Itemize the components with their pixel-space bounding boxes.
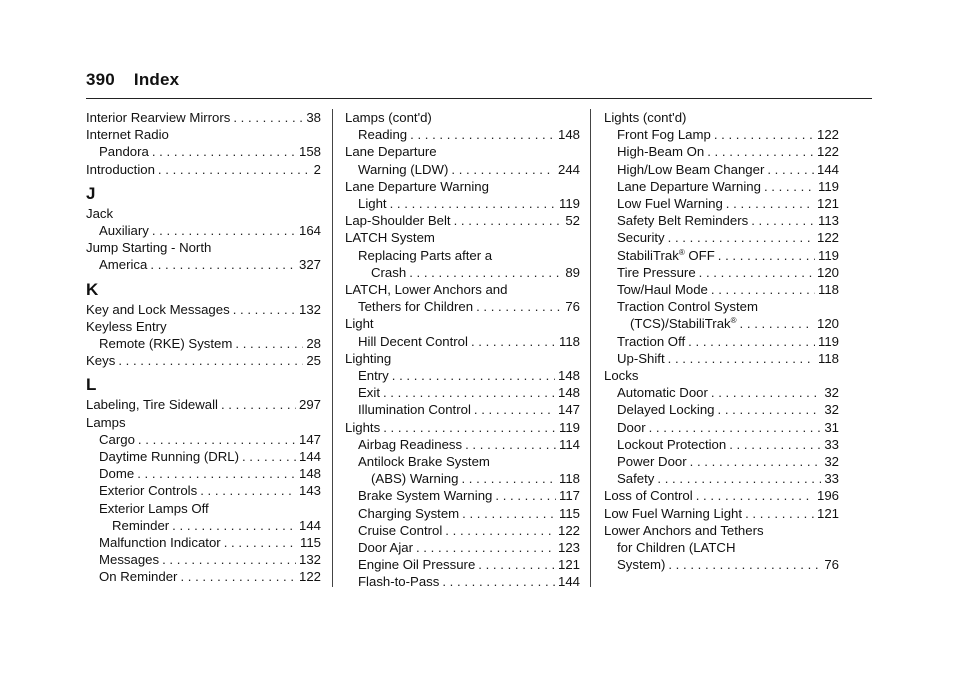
index-entry-label: System) [617, 557, 666, 573]
index-entry [604, 419, 839, 436]
index-entry-label: Keys [86, 353, 116, 369]
index-page-number: 121 [816, 505, 839, 521]
index-entry [86, 335, 321, 352]
index-entry-label: Malfunction Indicator [99, 535, 221, 551]
index-entry-label: (ABS) Warning [371, 471, 459, 487]
index-entry [345, 333, 580, 350]
index-topic [86, 318, 321, 335]
index-topic [345, 109, 580, 126]
index-page-number: 144 [298, 449, 321, 465]
index-entry-label: Lap-Shoulder Belt [345, 213, 451, 229]
registered-mark: ® [678, 247, 685, 257]
index-page-number: 32 [824, 402, 839, 418]
index-page-number: 158 [298, 144, 321, 160]
index-entry [345, 539, 580, 556]
index-entry [86, 465, 321, 482]
leader-dots [714, 126, 814, 143]
leader-dots [390, 195, 556, 212]
leader-dots [224, 534, 297, 551]
page-title: Index [133, 70, 180, 89]
leader-dots [767, 161, 814, 178]
leader-dots [200, 482, 296, 499]
index-entry-label: Charging System [358, 505, 460, 521]
index-entry [345, 161, 580, 178]
index-entry-label: High/Low Beam Changer [617, 161, 765, 177]
index-entry [345, 401, 580, 418]
index-entry-label: Low Fuel Warning Light [604, 505, 743, 521]
index-entry [604, 384, 839, 401]
leader-dots [409, 264, 562, 281]
index-entry-label: Jack [86, 205, 114, 221]
index-page-number: 148 [298, 466, 321, 482]
index-entry-label: Messages [99, 552, 160, 568]
index-entry-label: High-Beam On [617, 144, 705, 160]
leader-dots [233, 109, 303, 126]
leader-dots [764, 178, 815, 195]
index-topic [604, 539, 839, 556]
index-entry-label: Exterior Lamps Off [99, 500, 209, 516]
leader-dots [383, 384, 555, 401]
index-entry [86, 551, 321, 568]
index-entry-label: Safety [617, 471, 655, 487]
leader-dots [751, 212, 815, 229]
leader-dots [495, 487, 556, 504]
index-entry [604, 281, 839, 298]
index-page-number: 148 [557, 127, 580, 143]
index-entry [86, 448, 321, 465]
index-page-number: 147 [298, 431, 321, 447]
index-entry [604, 401, 839, 418]
index-entry [345, 470, 580, 487]
leader-dots [235, 335, 303, 352]
index-entry-label: Lights [345, 419, 381, 435]
index-entry-label: Lockout Protection [617, 436, 727, 452]
index-entry-label: Door [617, 419, 646, 435]
index-topic [345, 453, 580, 470]
index-letter-heading: L [86, 375, 97, 395]
index-entry-label: Introduction [86, 161, 155, 177]
index-page-number: 122 [298, 569, 321, 585]
index-entry-label: Replacing Parts after a [358, 247, 493, 263]
index-entry [86, 517, 321, 534]
index-page-number: 144 [816, 161, 839, 177]
index-page-number: 31 [824, 419, 839, 435]
registered-mark: ® [730, 316, 737, 326]
index-entry-label: Cargo [99, 431, 135, 447]
index-page-number: 143 [298, 483, 321, 499]
index-page-number: 122 [816, 230, 839, 246]
leader-dots [740, 315, 814, 332]
index-page-number: 122 [816, 144, 839, 160]
index-entry-label: Automatic Door [617, 385, 708, 401]
index-page-number: 120 [816, 264, 839, 280]
index-page-number: 148 [557, 368, 580, 384]
index-page-number: 297 [298, 397, 321, 413]
index-entry [345, 264, 580, 281]
leader-dots [718, 247, 815, 264]
index-entry [604, 333, 839, 350]
index-topic [345, 247, 580, 264]
index-page-number: 114 [558, 436, 580, 452]
index-page-number: 119 [817, 247, 839, 263]
index-entry [86, 109, 321, 126]
index-entry [604, 229, 839, 246]
index-page-number: 121 [816, 196, 839, 212]
index-page-number: 32 [824, 454, 839, 470]
leader-dots [150, 256, 296, 273]
leader-dots [690, 453, 822, 470]
leader-dots [478, 556, 555, 573]
leader-dots [726, 195, 814, 212]
index-page-number: 144 [298, 517, 321, 533]
leader-dots [461, 470, 556, 487]
leader-dots [221, 396, 296, 413]
leader-dots [696, 487, 814, 504]
index-entry-label: Lighting [345, 350, 392, 366]
index-topic [604, 522, 839, 539]
index-entry [604, 212, 839, 229]
index-page-number: 113 [817, 213, 839, 229]
index-entry-label: Security [617, 230, 665, 246]
index-entry [345, 367, 580, 384]
index-page-number: 118 [817, 282, 839, 298]
index-entry-label: Light [345, 316, 374, 332]
index-column-3 [604, 109, 839, 573]
index-topic [345, 178, 580, 195]
index-page-number: 119 [558, 196, 580, 212]
index-page-number: 38 [306, 110, 321, 125]
index-entry [604, 436, 839, 453]
leader-dots [711, 384, 821, 401]
page-header [86, 70, 179, 90]
index-entry-label: Tire Pressure [617, 264, 696, 280]
leader-dots [410, 126, 555, 143]
index-entry [86, 568, 321, 585]
index-entry-label: Loss of Control [604, 488, 693, 504]
index-entry-label: Low Fuel Warning [617, 196, 723, 212]
column-divider-2 [590, 109, 591, 587]
index-entry [86, 534, 321, 551]
index-entry [345, 436, 580, 453]
index-entry-label: LATCH, Lower Anchors and [345, 282, 508, 298]
leader-dots [152, 143, 296, 160]
index-letter-heading: K [86, 279, 99, 299]
index-page-number: 196 [816, 488, 839, 504]
index-entry [604, 556, 839, 573]
index-entry [345, 487, 580, 504]
index-topic [86, 239, 321, 256]
index-page-number: 244 [557, 161, 580, 177]
index-page-number: 118 [558, 471, 580, 487]
index-page-number: 119 [558, 419, 580, 435]
index-page-number: 147 [557, 402, 580, 418]
index-entry-label: Brake System Warning [358, 488, 493, 504]
index-page-number: 33 [824, 436, 839, 452]
leader-dots [471, 333, 556, 350]
index-entry [345, 298, 580, 315]
index-entry [345, 556, 580, 573]
leader-dots [442, 573, 555, 590]
index-entry [604, 453, 839, 470]
index-page-number: 119 [817, 333, 839, 349]
index-page-number: 148 [557, 385, 580, 401]
index-entry-label: Locks [604, 368, 639, 384]
index-entry [345, 212, 580, 229]
index-page-number: 28 [306, 336, 321, 352]
leader-dots [416, 539, 555, 556]
index-page-number: 32 [824, 385, 839, 401]
index-entry [86, 256, 321, 273]
index-entry-label: Key and Lock Messages [86, 301, 230, 317]
index-entry-label: Exit [358, 385, 380, 401]
index-entry-label: Entry [358, 368, 389, 384]
index-entry-label: Dome [99, 466, 135, 482]
index-entry-label: Hill Decent Control [358, 333, 468, 349]
leader-dots [718, 401, 822, 418]
leader-dots [445, 522, 555, 539]
index-entry-label: (TCS)/StabiliTrak® [630, 316, 737, 332]
index-entry [345, 419, 580, 436]
index-entry-label: Labeling, Tire Sidewall [86, 397, 218, 413]
leader-dots [729, 436, 821, 453]
index-topic [345, 143, 580, 160]
index-entry-label: Front Fog Lamp [617, 127, 711, 143]
leader-dots [657, 470, 821, 487]
index-page-number: 327 [298, 257, 321, 273]
index-entry-label: Lane Departure Warning [617, 178, 761, 194]
index-page-number: 164 [298, 223, 321, 239]
index-entry-label: Daytime Running (DRL) [99, 449, 239, 465]
leader-dots [474, 401, 555, 418]
index-page-number: 52 [565, 213, 580, 229]
leader-dots [233, 301, 296, 318]
index-entry-label: Lane Departure [345, 144, 437, 160]
leader-dots [383, 419, 556, 436]
index-entry [345, 522, 580, 539]
index-entry-label: Flash-to-Pass [358, 574, 440, 590]
column-divider-1 [332, 109, 333, 587]
index-entry [86, 396, 321, 413]
leader-dots [688, 333, 815, 350]
index-topic [345, 315, 580, 332]
index-topic [345, 229, 580, 246]
leader-dots [476, 298, 562, 315]
index-entry [86, 301, 321, 318]
index-entry [604, 195, 839, 212]
index-entry [345, 126, 580, 143]
index-entry [604, 178, 839, 195]
leader-dots [152, 222, 296, 239]
index-page-number: 118 [817, 350, 839, 366]
index-page-number: 120 [816, 316, 839, 332]
index-page-number: 2 [313, 161, 321, 177]
index-entry-label: Remote (RKE) System [99, 336, 233, 352]
index-page-number: 119 [817, 178, 839, 194]
index-entry-label: Crash [371, 264, 407, 280]
index-entry-label: Traction Control System [617, 299, 758, 315]
index-topic [86, 126, 321, 143]
index-entry-label: Lamps [86, 414, 126, 430]
leader-dots [745, 505, 814, 522]
index-topic [345, 281, 580, 298]
leader-dots [158, 161, 311, 178]
leader-dots [668, 229, 814, 246]
index-entry-label: LATCH System [345, 230, 435, 246]
index-entry [86, 143, 321, 160]
index-entry-label: Engine Oil Pressure [358, 557, 476, 573]
index-entry [604, 470, 839, 487]
index-entry-label: Warning (LDW) [358, 161, 449, 177]
index-entry-label: Antilock Brake System [358, 454, 490, 470]
index-entry [345, 573, 580, 590]
index-page-number: 115 [299, 535, 321, 551]
index-topic [604, 298, 839, 315]
leader-dots [711, 281, 815, 298]
index-topic [604, 109, 839, 126]
index-entry-label: Tethers for Children [358, 299, 474, 315]
index-page-number: 76 [565, 299, 580, 315]
leader-dots [465, 436, 556, 453]
leader-dots [668, 556, 821, 573]
index-entry [604, 143, 839, 160]
index-topic [86, 414, 321, 431]
index-entry-label: Pandora [99, 144, 149, 160]
index-entry [604, 161, 839, 178]
leader-dots [392, 367, 555, 384]
leader-dots [462, 505, 556, 522]
index-page-number: 115 [558, 505, 580, 521]
index-letter-heading: J [86, 183, 96, 203]
index-entry-label: for Children (LATCH [617, 540, 736, 556]
leader-dots [138, 431, 296, 448]
index-page-number: 122 [816, 127, 839, 143]
index-entry-label: Light [358, 196, 387, 212]
index-entry-label: Exterior Controls [99, 483, 198, 499]
index-entry-label: StabiliTrak® OFF [617, 247, 715, 263]
index-entry-label: Reading [358, 127, 408, 143]
index-page-number: 25 [306, 353, 321, 369]
index-column-2 [345, 109, 580, 591]
index-entry [604, 247, 839, 264]
index-entry-label: Interior Rearview Mirrors [86, 110, 231, 125]
index-entry [604, 505, 839, 522]
index-topic [604, 367, 839, 384]
index-entry [604, 315, 839, 332]
leader-dots [172, 517, 296, 534]
index-entry [345, 505, 580, 522]
index-entry [86, 482, 321, 499]
index-entry-label: On Reminder [99, 569, 178, 585]
index-entry [604, 350, 839, 367]
index-entry-label: Power Door [617, 454, 687, 470]
leader-dots [707, 143, 814, 160]
leader-dots [162, 551, 296, 568]
index-entry-label: Tow/Haul Mode [617, 282, 708, 298]
index-entry [86, 161, 321, 178]
index-entry [604, 487, 839, 504]
index-entry-label: Internet Radio [86, 127, 169, 143]
index-entry-label: Up-Shift [617, 350, 665, 366]
index-page-number: 121 [557, 557, 580, 573]
index-entry [86, 431, 321, 448]
header-rule [86, 98, 872, 99]
index-topic [86, 500, 321, 517]
index-entry-label: Lamps (cont'd) [345, 110, 432, 125]
leader-dots [118, 352, 303, 369]
index-entry-label: Lights (cont'd) [604, 110, 687, 125]
leader-dots [668, 350, 815, 367]
index-entry [86, 352, 321, 369]
leader-dots [699, 264, 814, 281]
index-page-number: 76 [824, 557, 839, 573]
index-topic [345, 350, 580, 367]
page-number: 390 [86, 70, 115, 89]
leader-dots [454, 212, 563, 229]
index-entry-label: Jump Starting - North [86, 240, 212, 256]
index-entry [345, 384, 580, 401]
index-entry-label: Lane Departure Warning [345, 178, 489, 194]
leader-dots [649, 419, 822, 436]
leader-dots [137, 465, 296, 482]
index-page-number: 33 [824, 471, 839, 487]
index-entry-label: Keyless Entry [86, 318, 167, 334]
index-column-1 [86, 109, 321, 586]
index-entry-label: Traction Off [617, 333, 686, 349]
index-entry [86, 222, 321, 239]
index-entry-label: Door Ajar [358, 540, 413, 556]
index-entry-label: Illumination Control [358, 402, 471, 418]
leader-dots [242, 448, 296, 465]
index-entry-label: Reminder [112, 517, 170, 533]
index-entry [604, 264, 839, 281]
leader-dots [180, 568, 296, 585]
index-entry-label: Safety Belt Reminders [617, 213, 749, 229]
index-entry-label: Lower Anchors and Tethers [604, 522, 764, 538]
index-entry-label: Airbag Readiness [358, 436, 463, 452]
index-entry-label: Delayed Locking [617, 402, 715, 418]
index-page-number: 122 [557, 522, 580, 538]
index-page-number: 89 [565, 264, 580, 280]
index-page-number: 118 [558, 333, 580, 349]
index-page-number: 144 [557, 574, 580, 590]
index-entry-label: Cruise Control [358, 522, 443, 538]
index-entry-label: Auxiliary [99, 223, 149, 239]
index-page-number: 132 [298, 552, 321, 568]
index-entry [604, 126, 839, 143]
index-topic [86, 205, 321, 222]
leader-dots [451, 161, 555, 178]
index-page-number: 117 [558, 488, 580, 504]
index-page-number: 132 [298, 301, 321, 317]
index-entry [345, 195, 580, 212]
index-entry-label: America [99, 257, 148, 273]
index-page-number: 123 [557, 540, 580, 556]
